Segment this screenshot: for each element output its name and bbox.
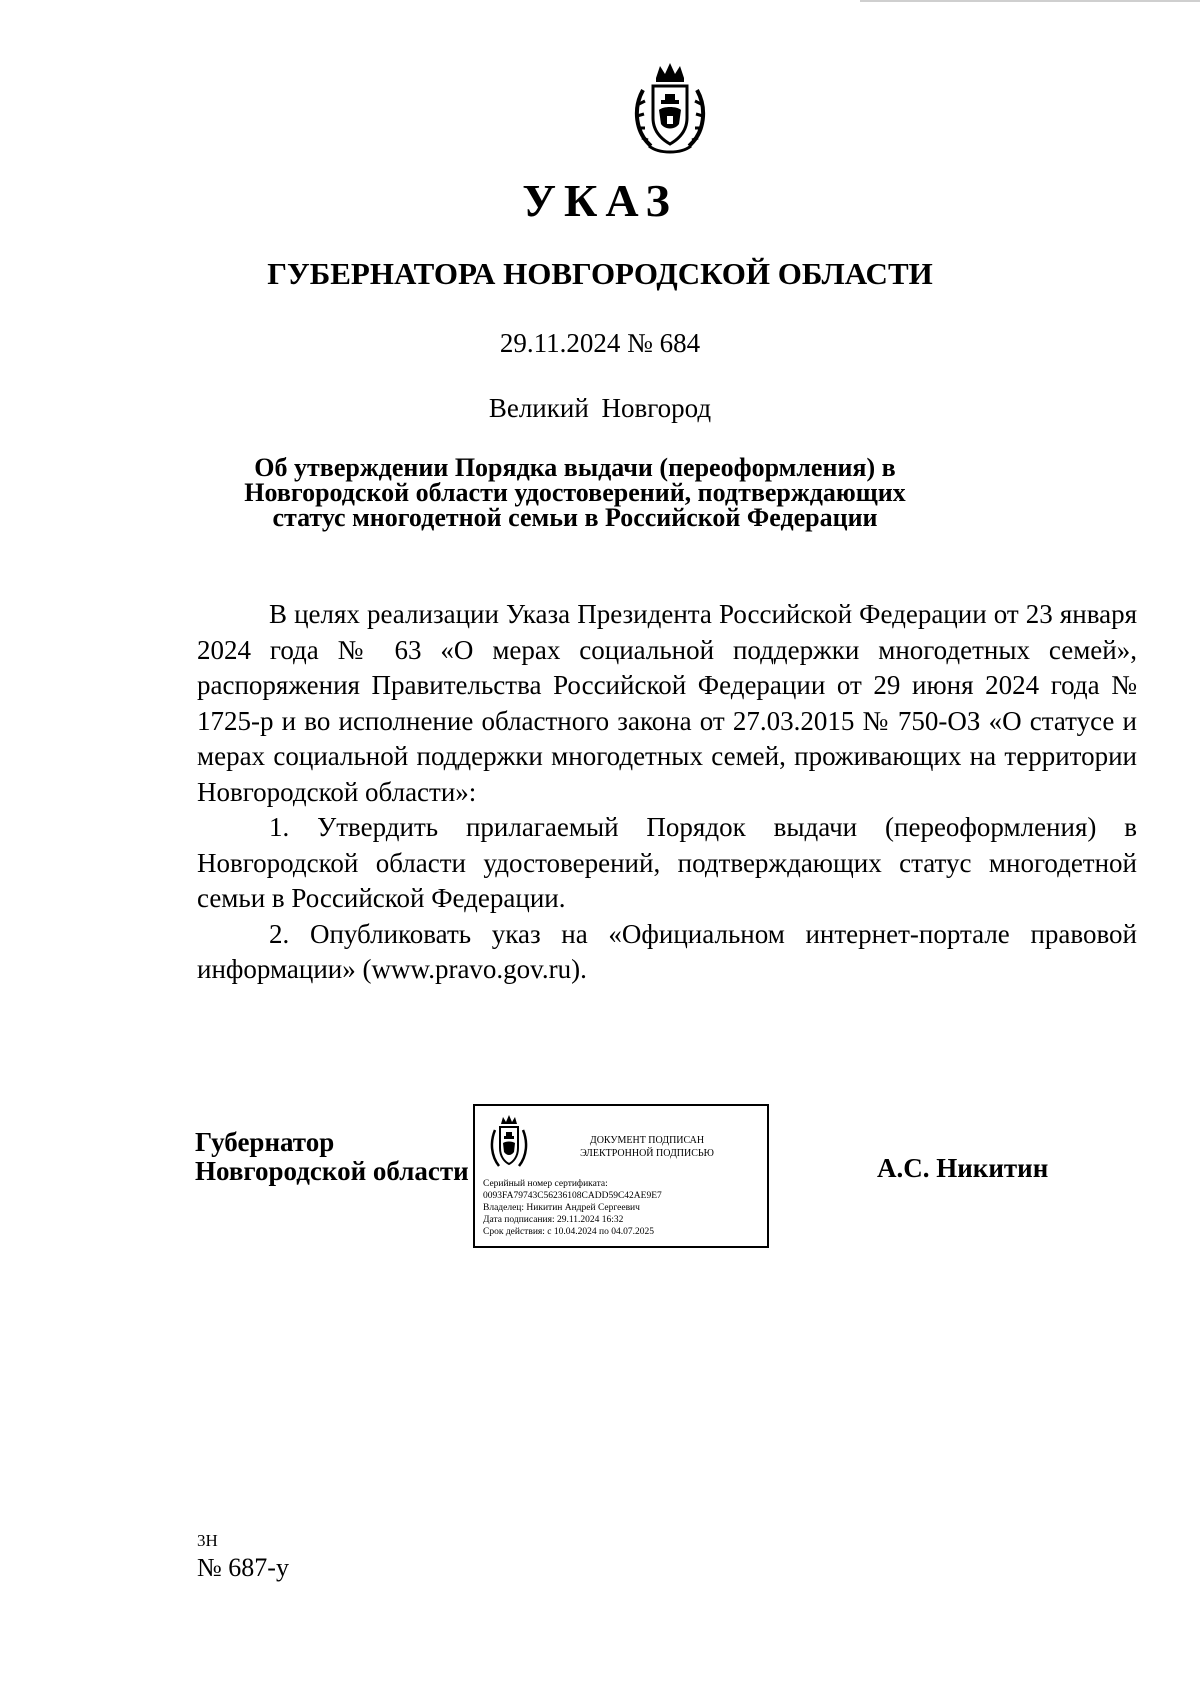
top-edge-line bbox=[860, 0, 1200, 2]
signer-position bbox=[195, 1128, 469, 1186]
stamp-serial-value: 0093FA79743C56236108CADD59C42AE9E7 bbox=[483, 1191, 662, 1201]
document-body bbox=[197, 597, 1137, 988]
paragraph-preamble: В целях реализации Указа Президента Российской Федерации от 23 января 2024 года № 63 «О мерах социальной поддержки многодетных семей», распоряжения Правительства Российской Федерации от 29 июня 2024 года № 1725-р и во исполнение областного закона от 27.03.2015 № 750-ОЗ «О статусе и мерах социальной поддержки многодетных семей, проживающих на территории Новгородской области»: bbox=[197, 599, 1137, 807]
stamp-title-line2: ЭЛЕКТРОННОЙ ПОДПИСЬЮ bbox=[580, 1148, 714, 1159]
stamp-header bbox=[531, 1134, 763, 1160]
signer-position-line1: Губернатор bbox=[195, 1127, 335, 1157]
stamp-details bbox=[483, 1178, 763, 1238]
paragraph-item-1: 1. Утвердить прилагаемый Порядок выдачи (переоформления) в Новгородской области удостоверений, подтверждающих статус многодетной семьи в Российской Федерации. bbox=[197, 812, 1137, 913]
coat-of-arms-icon bbox=[629, 60, 711, 156]
signer-position-line2: Новгородской области bbox=[195, 1156, 469, 1186]
footer-number: № 687-у bbox=[197, 1553, 289, 1582]
footer-registration bbox=[197, 1532, 289, 1581]
document-date-number: 29.11.2024 № 684 bbox=[499, 328, 701, 358]
stamp-serial-label: Серийный номер сертификата: bbox=[483, 1179, 608, 1189]
electronic-signature-stamp bbox=[473, 1104, 769, 1248]
document-title: УКАЗ bbox=[522, 175, 678, 226]
footer-code: 3Н bbox=[197, 1531, 218, 1550]
document-place: Великий Новгород bbox=[488, 393, 712, 423]
stamp-signed-date: Дата подписания: 29.11.2024 16:32 bbox=[483, 1215, 624, 1225]
stamp-coat-of-arms-icon bbox=[489, 1114, 529, 1172]
paragraph-item-2: 2. Опубликовать указ на «Официальном интернет-портале правовой информации» (www.pravo.gov.ru). bbox=[197, 918, 1137, 984]
stamp-title-line1: ДОКУМЕНТ ПОДПИСАН bbox=[589, 1135, 705, 1146]
document-subtitle: ГУБЕРНАТОРА НОВГОРОДСКОЙ ОБЛАСТИ bbox=[267, 256, 933, 291]
document-heading: Об утверждении Порядка выдачи (переоформления) в Новгородской области удостоверений, подтверждающих статус многодетной семьи в Российской Федерации bbox=[244, 453, 906, 532]
signer-name: А.С. Никитин bbox=[877, 1153, 1049, 1183]
stamp-owner: Владелец: Никитин Андрей Сергеевич bbox=[483, 1203, 640, 1213]
stamp-validity: Срок действия: с 10.04.2024 по 04.07.2025 bbox=[483, 1227, 654, 1237]
